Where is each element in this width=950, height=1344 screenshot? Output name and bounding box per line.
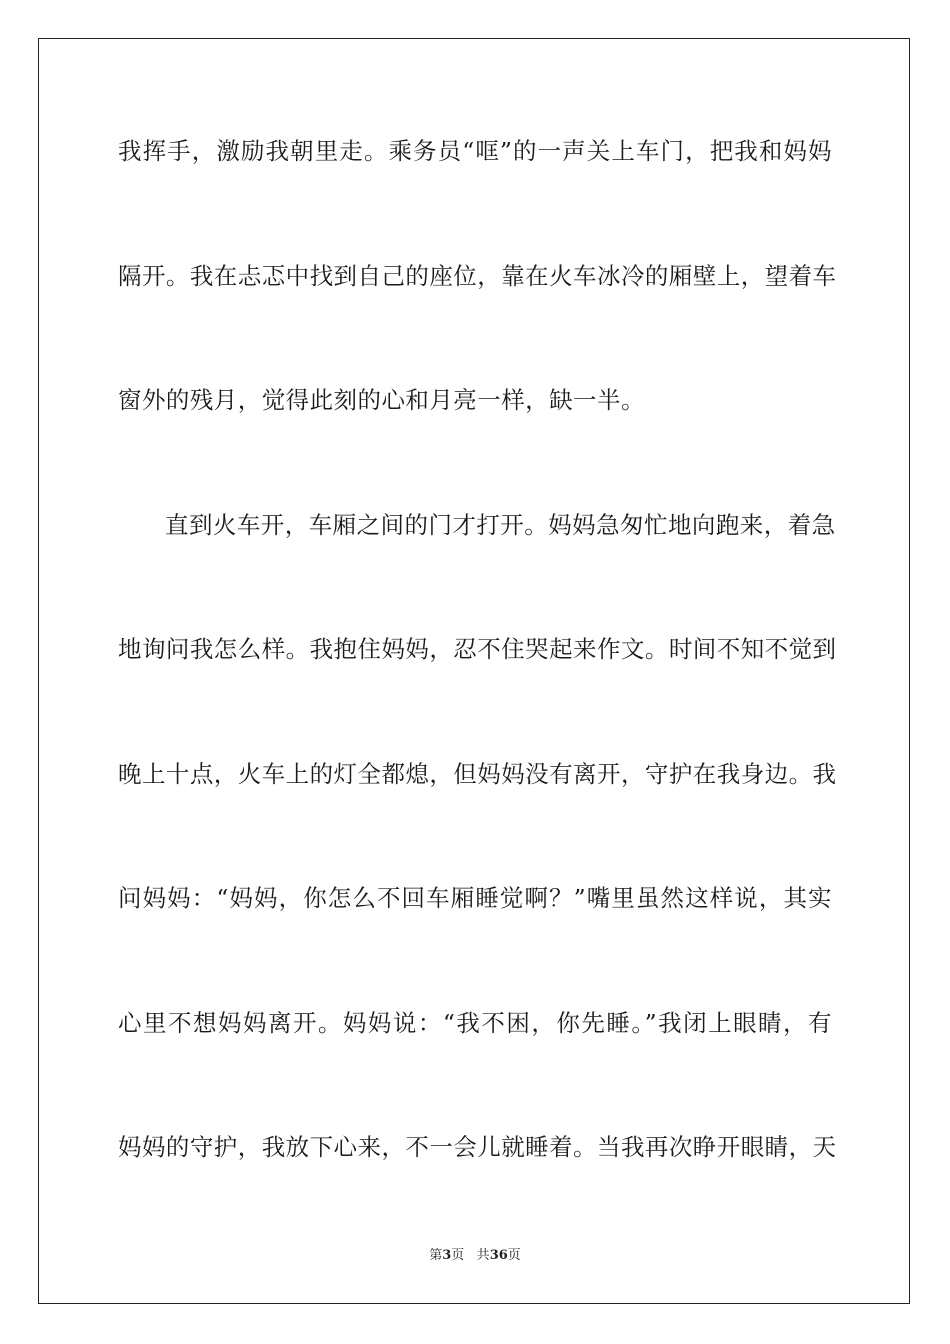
total-pages: 36	[489, 1248, 508, 1263]
text-line-1: 我挥手，激励我朝里走。乘务员“哐”的一声关上车门，把我和妈妈	[118, 137, 832, 165]
page-prefix: 第	[429, 1248, 443, 1263]
text-line-2: 隔开。我在忐忑中找到自己的座位，靠在火车冰冷的厢壁上，望着车	[118, 262, 837, 290]
text-line-7: 问妈妈：“妈妈，你怎么不回车厢睡觉啊？”嘴里虽然这样说，其实	[118, 884, 832, 912]
text-line-8: 心里不想妈妈离开。妈妈说：“我不困，你先睡。”我闭上眼睛，有	[118, 1009, 832, 1037]
text-line-9: 妈妈的守护，我放下心来，不一会儿就睡着。当我再次睁开眼睛，天	[118, 1133, 837, 1161]
page-suffix: 页	[451, 1248, 465, 1263]
page-footer	[0, 1247, 950, 1265]
text-line-3: 窗外的残月，觉得此刻的心和月亮一样，缺一半。	[118, 386, 645, 414]
text-line-5: 地询问我怎么样。我抱住妈妈，忍不住哭起来作文。时间不知不觉到	[118, 635, 837, 663]
text-line-4: 直到火车开，车厢之间的门才打开。妈妈急匆忙地向跑来，着急	[165, 511, 836, 539]
page-border	[38, 38, 910, 1304]
total-prefix: 共	[476, 1248, 490, 1263]
text-line-6: 晚上十点，火车上的灯全都熄，但妈妈没有离开，守护在我身边。我	[118, 760, 837, 788]
page-number: 3	[442, 1248, 452, 1263]
total-suffix: 页	[507, 1248, 521, 1263]
